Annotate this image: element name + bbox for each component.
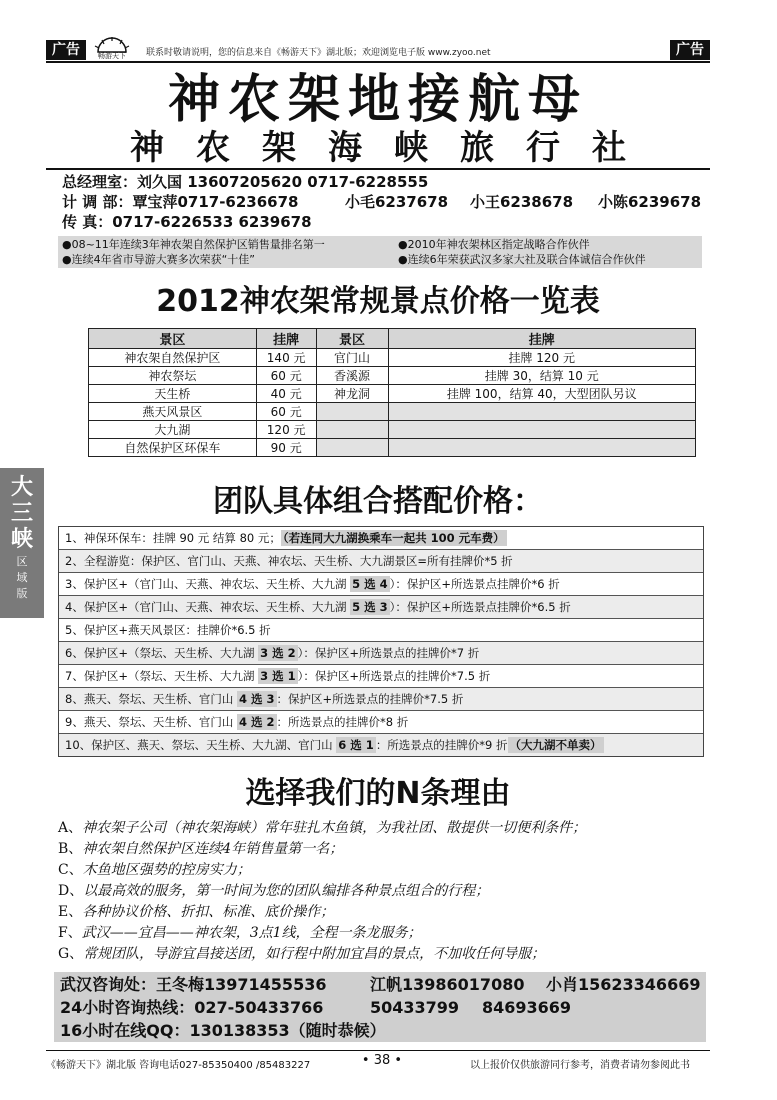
combo-text: ）：保护区+所选景点挂牌价*6.5 折 [389,600,571,614]
honor-item: ●连续6年荣获武汉多家大社及联合体诚信合作伙伴 [398,253,646,266]
cell [316,403,388,421]
reasons-section-title: 选择我们的N条理由 [245,776,511,811]
title-rule [46,168,710,170]
list-item [59,527,703,550]
cell: 香溪源 [316,367,388,385]
cell: 60 元 [256,403,316,421]
table-row [89,385,696,403]
footer-left: 《畅游天下》湖北版 咨询电话027-85350400 /85483227 [46,1060,311,1071]
page-number: • 38 • [361,1053,403,1068]
combo-text: ）：保护区+所选景点的挂牌价*7.5 折 [297,669,491,683]
consult-qq: 16小时在线QQ：130138353（随时恭候） [60,1021,386,1040]
consult-wuhan: 武汉咨询处：王冬梅13971455536 [60,975,327,994]
logo-text: 畅游天下 [98,52,126,60]
list-item [58,944,710,965]
list-item [59,596,703,619]
combo-highlight: 6 选 1 [338,738,374,752]
list-item [58,860,710,881]
cell: 燕天风景区 [89,403,257,421]
combo-text: ：保护区+所选景点的挂牌价*7.5 折 [276,692,464,706]
col-header: 景区 [89,329,257,349]
list-item [59,642,703,665]
list-item [59,688,703,711]
combo-text: ：所选景点的挂牌价*9 折 [375,738,508,752]
cell [388,403,696,421]
reason-key: C、 [58,862,83,878]
honor-item: ●2010年神农架林区指定战略合作伙伴 [398,238,590,251]
table-row [89,439,696,457]
combo-text: 5、保护区+燕天风景区：挂牌价*6.5 折 [65,623,271,637]
contact-manager: 总经理室：刘久国 13607205620 0717-6228555 [62,173,429,191]
reason-text: 各种协议价格、折扣、标准、底价操作； [82,904,335,920]
consult-hotline-2: 50433799 [370,998,460,1017]
reason-text: 木鱼地区强势的控房实力； [82,862,251,878]
combo-highlight: 5 选 3 [352,600,388,614]
combo-text: ）：保护区+所选景点挂牌价*6 折 [389,577,560,591]
table-row [89,367,696,385]
reason-key: F、 [58,925,82,941]
cell: 天生桥 [89,385,257,403]
contact-fax: 传 真：0717-6226533 6239678 [62,213,312,231]
cell: 神农架自然保护区 [89,349,257,367]
cell: 挂牌 30，结算 10 元 [388,367,696,385]
combo-text: 4、保护区+（官门山、天燕、神农坛、天生桥、大九湖 [65,600,351,614]
combo-list [58,526,704,757]
cell [316,439,388,457]
ad-tag-left: 广告 [46,40,86,60]
reason-text: 神农架子公司（神农架海峡）常年驻扎木鱼镇，为我社团、散提供一切便利条件； [82,820,587,836]
cell [388,439,696,457]
price-table-header [89,329,696,349]
cell: 140 元 [256,349,316,367]
sidebar-small-text: 区域版 [16,555,28,600]
list-item [58,902,710,923]
reason-text: 武汉——宜昌——神农架，3点1线，全程一条龙服务； [81,925,422,941]
col-header: 景区 [316,329,388,349]
list-item [58,881,710,902]
col-header: 挂牌 [388,329,696,349]
combo-text: 2、全程游览：保护区、官门山、天燕、神农坛、天生桥、大九湖景区=所有挂牌价*5 折 [65,554,513,568]
combo-text: 9、燕天、祭坛、天生桥、官门山 [65,715,237,729]
cell: 自然保护区环保车 [89,439,257,457]
header-note: 联系时敬请说明，您的信息来自《畅游天下》湖北版；欢迎浏览电子版 www.zyoo.net [146,48,491,58]
reason-text: 以最高效的服务，第一时间为您的团队编排各种景点组合的行程； [83,883,490,899]
honor-item: ●连续4年省市导游大赛多次荣获“十佳” [62,253,255,266]
list-item [58,839,710,860]
consult-hotline-3: 84693669 [482,998,572,1017]
cell: 60 元 [256,367,316,385]
header-rule [46,61,710,63]
reason-key: G、 [58,946,84,962]
consult-box [54,972,706,1042]
combo-highlight: （大九湖不单卖） [509,738,602,752]
cell: 大九湖 [89,421,257,439]
list-item [59,711,703,734]
cell: 90 元 [256,439,316,457]
reason-text: 常规团队，导游宜昌接送团，如行程中附加宜昌的景点，不加收任何导服； [83,946,546,962]
cell: 神龙洞 [316,385,388,403]
honor-item: ●08~11年连续3年神农架自然保护区销售量排名第一 [62,238,325,251]
consult-jiangfan: 江帆13986017080 [370,975,525,994]
cell [316,421,388,439]
combo-highlight: （若连同大九湖换乘车一起共 100 元车费） [282,531,505,545]
cell: 120 元 [256,421,316,439]
combo-section-title: 团队具体组合搭配价格： [213,484,543,519]
combo-text: 10、保护区、燕天、祭坛、天生桥、大九湖、官门山 [65,738,337,752]
ad-tag-right: 广告 [670,40,710,60]
cell: 神农祭坛 [89,367,257,385]
combo-highlight: 3 选 1 [260,669,296,683]
combo-text: 6、保护区+（祭坛、天生桥、大九湖 [65,646,259,660]
combo-text: 1、神保环保车：挂牌 90 元 结算 80 元； [65,531,281,545]
combo-text: 3、保护区+（官门山、天燕、神农坛、天生桥、大九湖 [65,577,351,591]
table-row [89,403,696,421]
consult-xiaoxiao: 小肖15623346669 [546,975,701,994]
col-header: 挂牌 [256,329,316,349]
combo-text: ：所选景点的挂牌价*8 折 [276,715,409,729]
company-subtitle: 神农架海峡旅行社 [130,128,658,168]
sidebar-big-text: 大三峡 [10,474,33,552]
price-table [88,328,696,457]
table-row [89,421,696,439]
cell: 官门山 [316,349,388,367]
combo-highlight: 4 选 3 [238,692,275,706]
combo-text: 7、保护区+（祭坛、天生桥、大九湖 [65,669,259,683]
contact-dispatch: 计 调 部：覃宝萍0717-6236678 [62,193,299,211]
contact-xiaowang: 小王6238678 [470,193,574,211]
cell [388,421,696,439]
combo-highlight: 5 选 4 [352,577,388,591]
contact-xiaomao: 小毛6237678 [345,193,449,211]
footer-right: 以上报价仅供旅游同行参考，消费者请勿参阅此书 [470,1060,690,1071]
list-item [59,619,703,642]
list-item [59,573,703,596]
list-item [58,818,710,839]
cell: 挂牌 120 元 [388,349,696,367]
reason-key: B、 [58,841,83,857]
reason-key: E、 [58,904,83,920]
combo-text: ）：保护区+所选景点的挂牌价*7 折 [297,646,480,660]
footer-rule [46,1050,710,1051]
company-title: 神农架地接航母 [167,70,588,130]
reason-text: 神农架自然保护区连续4年销售量第一名； [82,841,344,857]
combo-text: 8、燕天、祭坛、天生桥、官门山 [65,692,237,706]
combo-highlight: 3 选 2 [260,646,296,660]
logo [92,36,132,60]
region-sidebar [0,468,44,618]
consult-hotline: 24小时咨询热线：027-50433766 [60,998,324,1017]
table-row [89,349,696,367]
contact-xiaochen: 小陈6239678 [598,193,702,211]
honors-box [58,236,702,268]
combo-highlight: 4 选 2 [238,715,275,729]
reasons-list [58,818,710,965]
cell: 挂牌 100，结算 40，大型团队另议 [388,385,696,403]
price-section-title: 2012神农架常规景点价格一览表 [156,284,600,319]
list-item [59,550,703,573]
reason-key: A、 [58,820,83,836]
list-item [58,923,710,944]
reason-key: D、 [58,883,84,899]
cell: 40 元 [256,385,316,403]
list-item [59,734,703,756]
list-item [59,665,703,688]
